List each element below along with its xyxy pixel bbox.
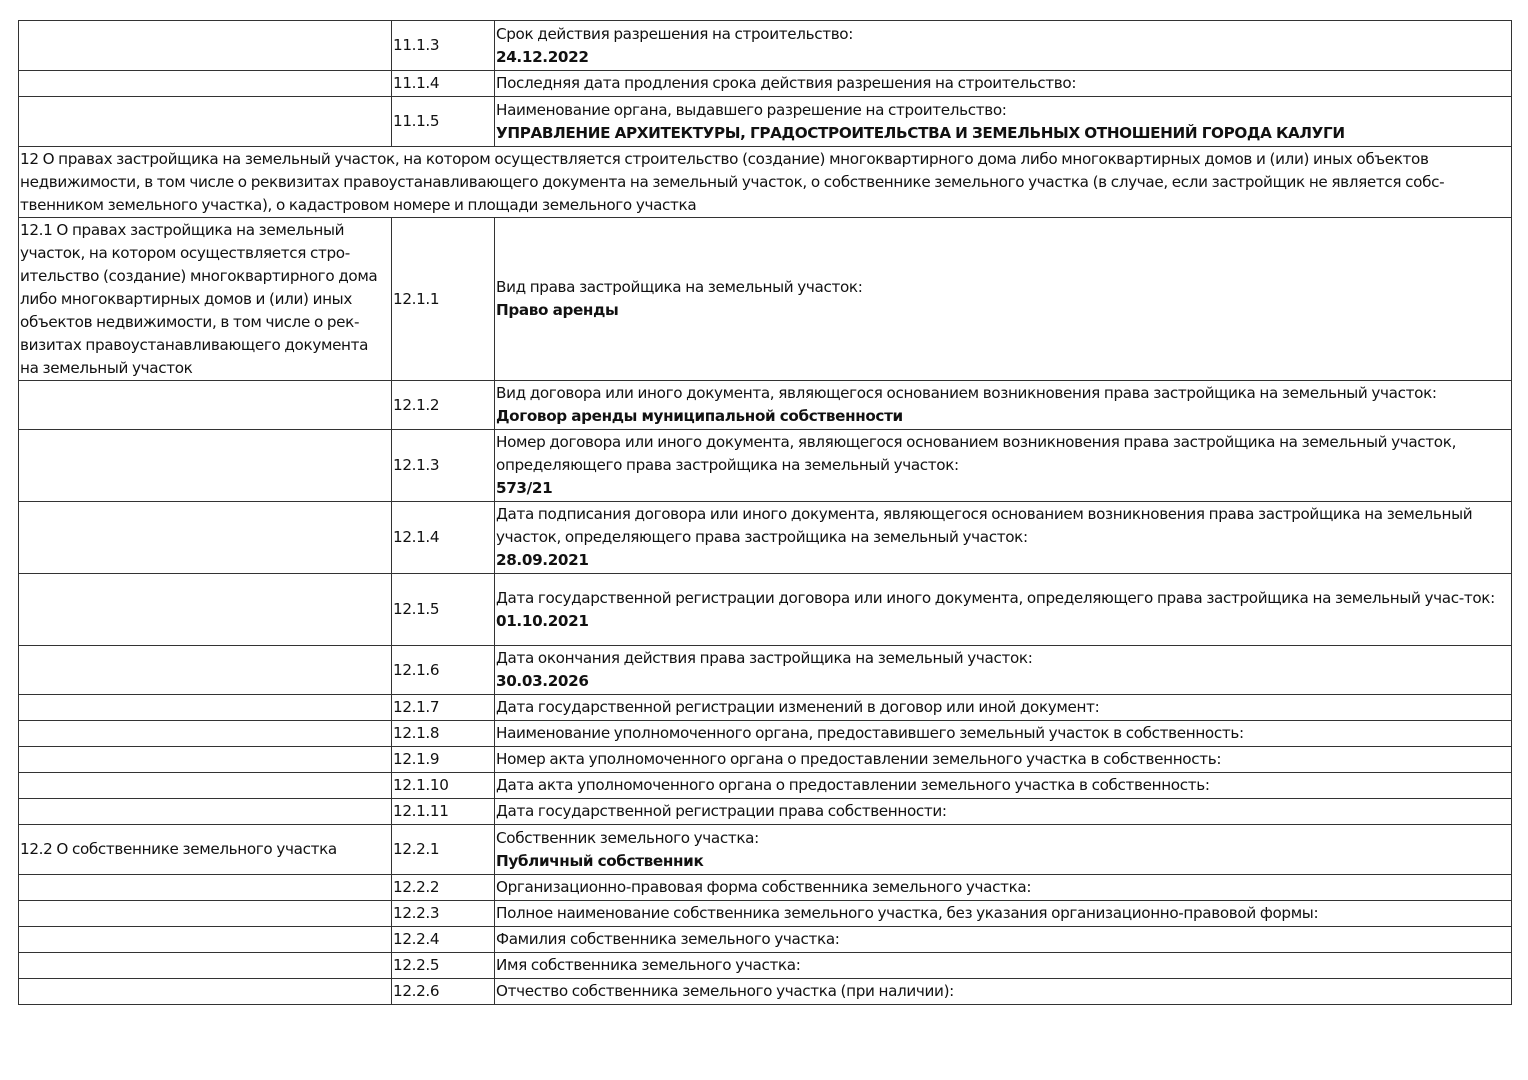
- item-code: 12.2.6: [392, 979, 495, 1005]
- item-label: Дата государственной регистрации договора или иного документа, определяющего права застройщика на земельный учас-ток:: [496, 588, 1495, 607]
- item-label: Наименование уполномоченного органа, предоставившего земельный участок в собственность:: [496, 724, 1244, 742]
- item-content: [495, 502, 1512, 574]
- item-code: 12.1.10: [392, 773, 495, 799]
- section-cell: [19, 97, 392, 147]
- item-label: Отчество собственника земельного участка (при наличии):: [496, 982, 954, 1000]
- section-cell: [19, 799, 392, 825]
- section-cell: [19, 979, 392, 1005]
- item-content: [495, 646, 1512, 695]
- item-code: 12.1.6: [392, 646, 495, 695]
- section-cell: [19, 747, 392, 773]
- section-cell: [19, 430, 392, 502]
- item-label: Наименование органа, выдавшего разрешение на строительство:: [496, 100, 1007, 119]
- item-code: 12.1.11: [392, 799, 495, 825]
- item-content: [495, 21, 1512, 71]
- item-content: [495, 799, 1512, 825]
- item-content: [495, 381, 1512, 430]
- item-content: [495, 927, 1512, 953]
- item-content: [495, 574, 1512, 646]
- section-cell: [19, 901, 392, 927]
- section-cell: [19, 21, 392, 71]
- item-label: Фамилия собственника земельного участка:: [496, 930, 840, 948]
- item-content: [495, 875, 1512, 901]
- table-row: [19, 953, 1512, 979]
- item-value: 30.03.2026: [496, 672, 589, 690]
- table-row: [19, 97, 1512, 147]
- project-declaration-table: [18, 20, 1512, 1005]
- item-content: [495, 721, 1512, 747]
- subsection-12-1-title: 12.1 О правах застройщика на земельный участок, на котором осуществляется стро-ительство (создание) многоквартирного дома либо многоквартирных домов и (или) иных объектов недвижимости, в том числе о рек-визитах правоустанавливающего документа на земельный участок: [19, 218, 392, 381]
- item-code: 12.1.5: [392, 574, 495, 646]
- item-label: Имя собственника земельного участка:: [496, 956, 801, 974]
- item-code: 12.1.9: [392, 747, 495, 773]
- item-label: Срок действия разрешения на строительство:: [496, 24, 854, 43]
- section-cell: [19, 695, 392, 721]
- section-cell: [19, 646, 392, 695]
- item-code: 11.1.4: [392, 71, 495, 97]
- item-value: 28.09.2021: [496, 551, 589, 569]
- item-content: [495, 825, 1512, 875]
- table-row: [19, 721, 1512, 747]
- item-label: Полное наименование собственника земельного участка, без указания организационно-правовой формы:: [496, 904, 1319, 922]
- item-value: 573/21: [496, 479, 553, 497]
- item-label: Номер договора или иного документа, являющегося основанием возникновения права застройщика на земельный участок, определяющего права застройщика на земельный участок:: [496, 433, 1457, 474]
- item-value: УПРАВЛЕНИЕ АРХИТЕКТУРЫ, ГРАДОСТРОИТЕЛЬСТВА И ЗЕМЕЛЬНЫХ ОТНОШЕНИЙ ГОРОДА КАЛУГИ: [496, 123, 1345, 142]
- item-label: Организационно-правовая форма собственника земельного участка:: [496, 878, 1032, 896]
- section-cell: [19, 875, 392, 901]
- item-value: Договор аренды муниципальной собственности: [496, 407, 903, 425]
- item-label: Вид права застройщика на земельный участок:: [496, 278, 863, 296]
- table-row: [19, 646, 1512, 695]
- item-label: Последняя дата продления срока действия разрешения на строительство:: [496, 74, 1077, 92]
- item-code: 11.1.3: [392, 21, 495, 71]
- section-cell: [19, 721, 392, 747]
- table-row: [19, 71, 1512, 97]
- item-code: 11.1.5: [392, 97, 495, 147]
- section-cell: [19, 927, 392, 953]
- subsection-12-2-title: 12.2 О собственнике земельного участка: [19, 825, 392, 875]
- table-row: [19, 773, 1512, 799]
- item-code: 12.1.2: [392, 381, 495, 430]
- item-code: 12.1.7: [392, 695, 495, 721]
- table-row: [19, 901, 1512, 927]
- item-code: 12.1.4: [392, 502, 495, 574]
- item-label: Номер акта уполномоченного органа о предоставлении земельного участка в собственность:: [496, 750, 1222, 768]
- table-row: [19, 979, 1512, 1005]
- table-row: [19, 799, 1512, 825]
- item-content: [495, 71, 1512, 97]
- item-label: Собственник земельного участка:: [496, 828, 759, 847]
- item-content: [495, 773, 1512, 799]
- table-row: [19, 825, 1512, 875]
- item-content: [495, 901, 1512, 927]
- item-content: [495, 97, 1512, 147]
- item-value: Право аренды: [496, 301, 619, 319]
- table-row: [19, 381, 1512, 430]
- section-cell: [19, 71, 392, 97]
- item-content: [495, 953, 1512, 979]
- item-label: Дата государственной регистрации изменений в договор или иной документ:: [496, 698, 1100, 716]
- section-heading-row: [19, 147, 1512, 218]
- table-row: [19, 502, 1512, 574]
- section-cell: [19, 381, 392, 430]
- item-code: 12.2.5: [392, 953, 495, 979]
- item-value: Публичный собственник: [496, 851, 704, 870]
- item-code: 12.1.8: [392, 721, 495, 747]
- item-content: [495, 747, 1512, 773]
- item-value: 01.10.2021: [496, 611, 589, 630]
- item-code: 12.2.1: [392, 825, 495, 875]
- item-label: Дата окончания действия права застройщика на земельный участок:: [496, 649, 1033, 667]
- item-code: 12.2.3: [392, 901, 495, 927]
- table-row: [19, 218, 1512, 381]
- item-code: 12.2.4: [392, 927, 495, 953]
- item-label: Дата подписания договора или иного документа, являющегося основанием возникновения права застройщика на земельный участок, определяющего права застройщика на земельный участок:: [496, 505, 1473, 546]
- table-row: [19, 875, 1512, 901]
- table-row: [19, 574, 1512, 646]
- item-content: [495, 979, 1512, 1005]
- item-label: Дата государственной регистрации права собственности:: [496, 802, 947, 820]
- table-row: [19, 695, 1512, 721]
- item-content: [495, 430, 1512, 502]
- item-content: [495, 218, 1512, 381]
- item-label: Дата акта уполномоченного органа о предоставлении земельного участка в собственность:: [496, 776, 1210, 794]
- table-row: [19, 927, 1512, 953]
- item-content: [495, 695, 1512, 721]
- section-12-heading: 12 О правах застройщика на земельный участок, на котором осуществляется строительство (создание) многоквартирного дома либо многоквартирных домов и (или) иных объектов недвижимости, в том числе о реквизитах правоустанавливающего документа на земельный участок, о собственнике земельного участка (в случае, если застройщик не является собс-твенником земельного участка), о кадастровом номере и площади земельного участка: [19, 147, 1512, 218]
- item-code: 12.1.3: [392, 430, 495, 502]
- item-value: 24.12.2022: [496, 47, 589, 66]
- table-row: [19, 430, 1512, 502]
- section-cell: [19, 502, 392, 574]
- item-code: 12.2.2: [392, 875, 495, 901]
- section-cell: [19, 773, 392, 799]
- item-code: 12.1.1: [392, 218, 495, 381]
- section-cell: [19, 574, 392, 646]
- section-cell: [19, 953, 392, 979]
- item-label: Вид договора или иного документа, являющегося основанием возникновения права застройщика на земельный участок:: [496, 384, 1437, 402]
- table-row: [19, 21, 1512, 71]
- table-row: [19, 747, 1512, 773]
